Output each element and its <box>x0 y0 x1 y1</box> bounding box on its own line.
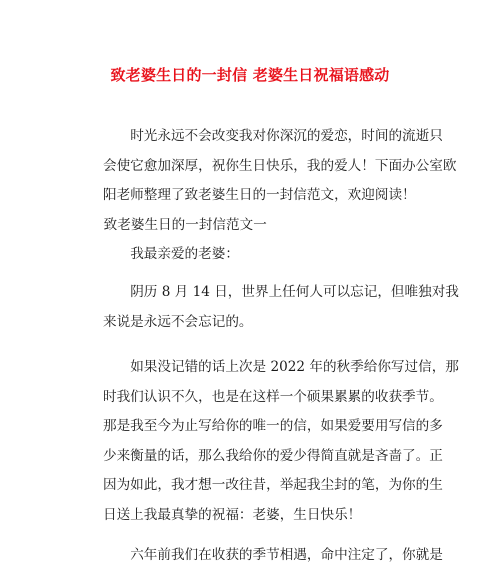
paragraph-meeting <box>103 541 443 571</box>
text-line: 来说是永远不会忘记的。 <box>103 313 253 330</box>
text-line: 因为如此，我才想一改往昔，举起我尘封的笔，为你的生 <box>103 477 443 493</box>
salutation: 我最亲爱的老婆： <box>130 246 239 262</box>
text-line: 时我们认识不久，也是在这样一个硕果累累的收获季节。 <box>103 388 443 405</box>
text-line: 会使它愈加深厚，祝你生日快乐，我的爱人！下面办公室欧 <box>103 157 457 174</box>
text-line: 那是我至今为止写给你的唯一的信，如果爱要用写信的多 <box>103 418 443 434</box>
paragraph-date <box>103 278 459 337</box>
text-line: 阴历 8 月 14 日，世界上任何人可以忘记，但唯独对我 <box>130 284 459 300</box>
text-line: 如果没记错的话上次是 2022 年的秋季给你写过信，那 <box>130 359 459 375</box>
text-line: 少来衡量的话，那么我给你的爱少得简直就是吝啬了。正 <box>103 447 443 464</box>
sample-heading: 致老婆生日的一封信范文一 <box>103 216 267 233</box>
paragraph-letter <box>103 353 459 530</box>
document-title: 致老婆生日的一封信 老婆生日祝福语感动 <box>110 66 390 84</box>
text-line: 六年前我们在收获的季节相遇，命中注定了，你就是 <box>130 547 443 563</box>
text-line: 阳老师整理了致老婆生日的一封信范文，欢迎阅读！ <box>103 187 416 203</box>
text-line: 时光永远不会改变我对你深沉的爱恋，时间的流逝只 <box>130 128 443 144</box>
intro-paragraphs <box>103 122 457 270</box>
text-line: 日送上我最真挚的祝福：老婆，生日快乐！ <box>103 506 362 523</box>
